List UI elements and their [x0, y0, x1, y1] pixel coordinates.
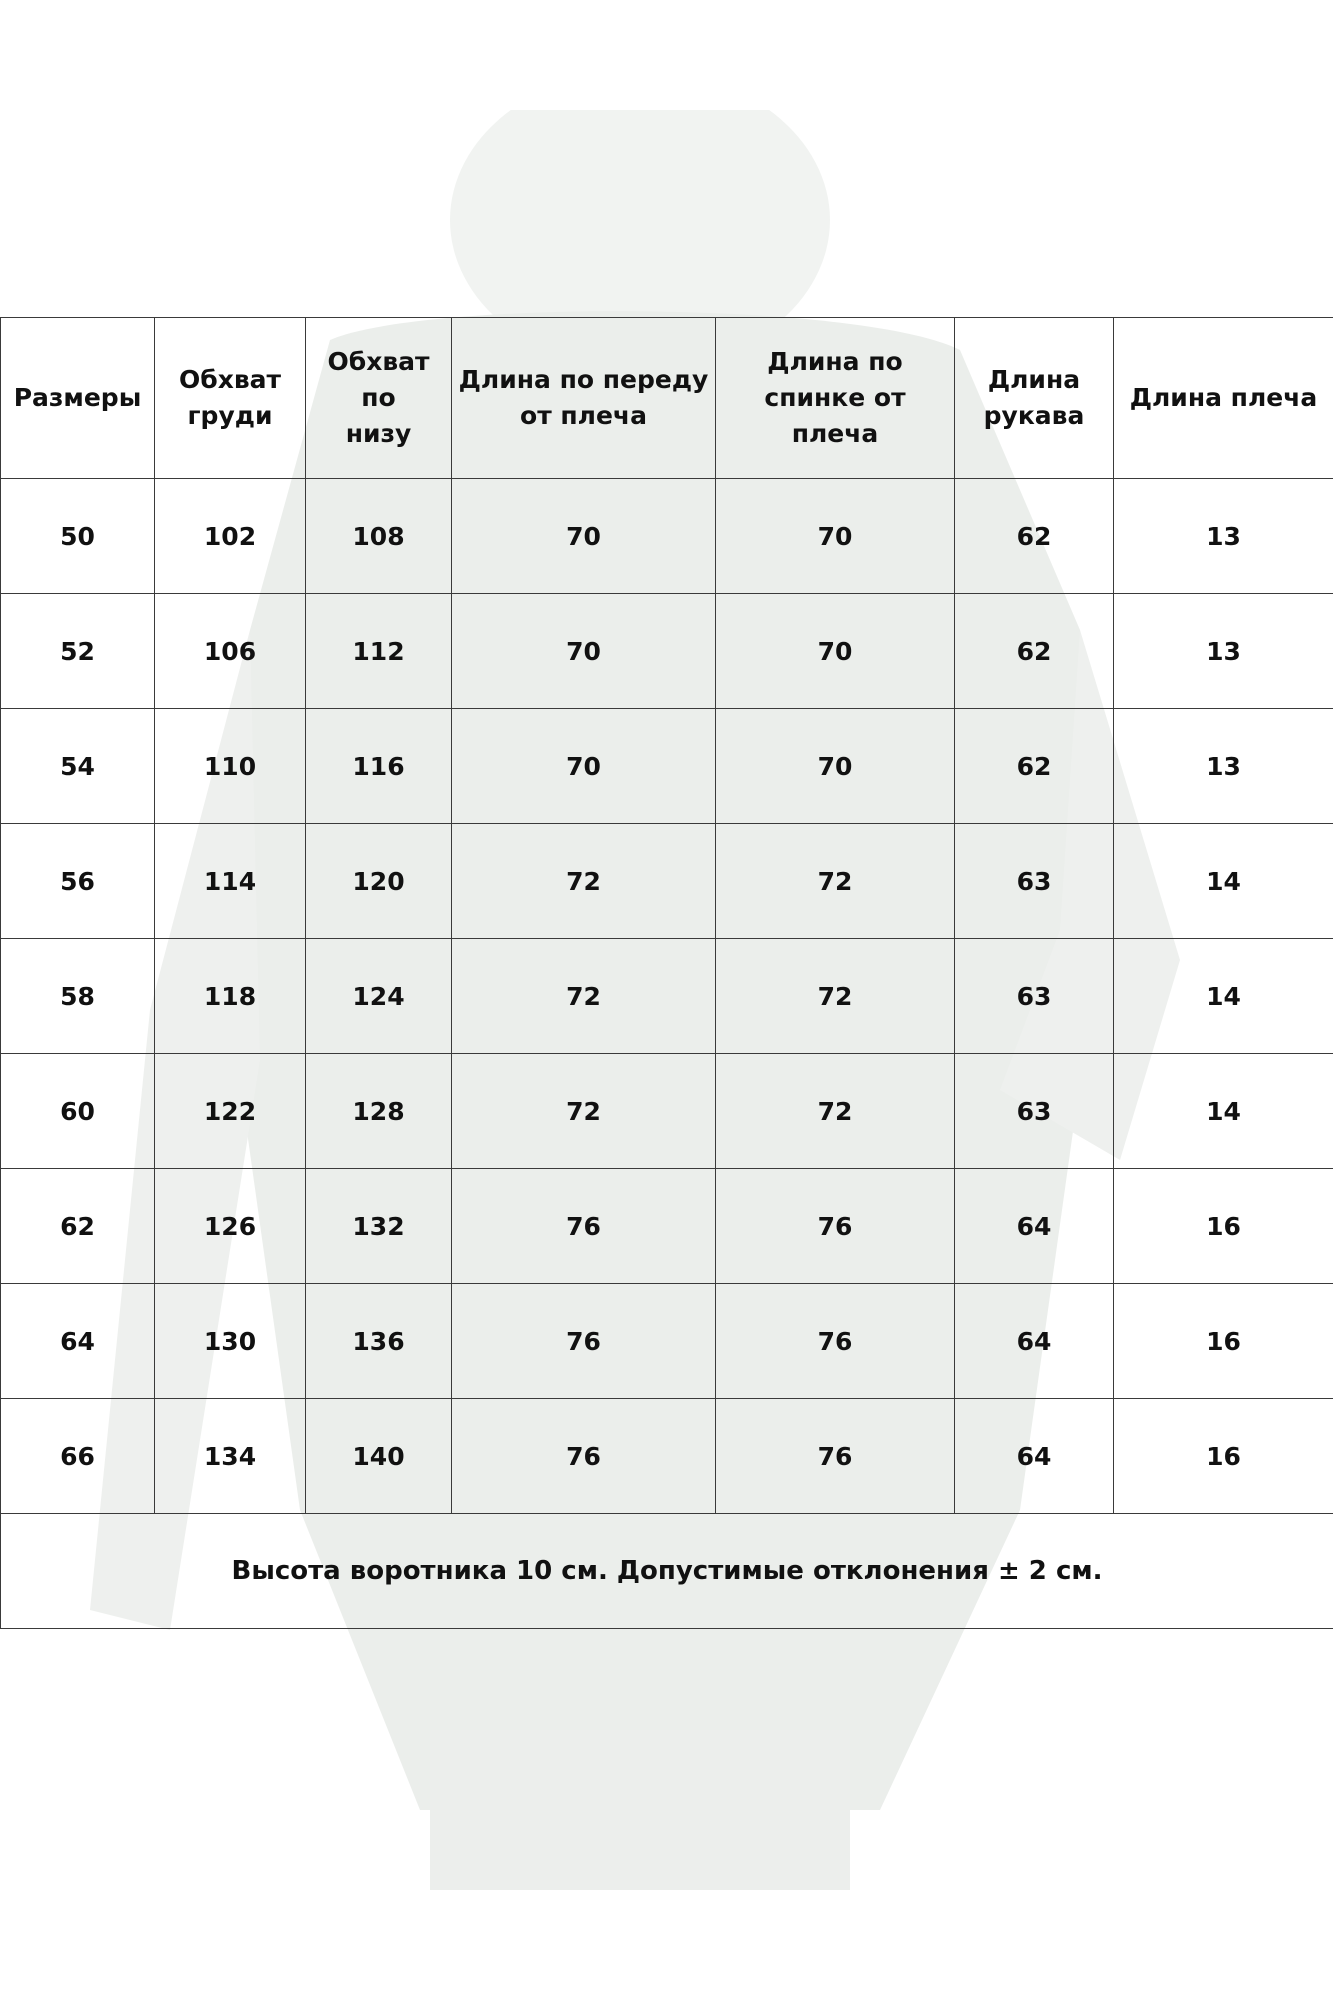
- header-cell-sleeve-length: [955, 318, 1114, 479]
- header-label: Размеры: [13, 383, 142, 412]
- table-cell: 60: [1, 1054, 155, 1169]
- header-label: от плеча: [520, 401, 647, 430]
- table-cell: 130: [155, 1284, 306, 1399]
- header-label: Обхват: [178, 365, 281, 394]
- table-cell: 70: [452, 709, 716, 824]
- table-cell: 63: [955, 939, 1114, 1054]
- table-row: [1, 1284, 1333, 1399]
- table-cell: 50: [1, 479, 155, 594]
- table-cell: 13: [1114, 594, 1333, 709]
- header-label: Длина: [987, 365, 1081, 394]
- table-cell: 58: [1, 939, 155, 1054]
- header-label: груди: [187, 401, 273, 430]
- table-cell: 132: [306, 1169, 452, 1284]
- table-cell: 54: [1, 709, 155, 824]
- note-row: [1, 1514, 1333, 1629]
- table-cell: 63: [955, 824, 1114, 939]
- table-cell: 76: [716, 1399, 955, 1514]
- size-chart-table: [0, 317, 1333, 1629]
- table-cell: 13: [1114, 709, 1333, 824]
- table-cell: 52: [1, 594, 155, 709]
- table-cell: 62: [1, 1169, 155, 1284]
- header-label: спинке от плеча: [764, 383, 906, 448]
- table-cell: 126: [155, 1169, 306, 1284]
- table-cell: 108: [306, 479, 452, 594]
- table-cell: 118: [155, 939, 306, 1054]
- table-cell: 72: [452, 824, 716, 939]
- header-cell-front-length: [452, 318, 716, 479]
- table-cell: 140: [306, 1399, 452, 1514]
- table-cell: 120: [306, 824, 452, 939]
- header-cell-size: [1, 318, 155, 479]
- header-cell-shoulder-length: [1114, 318, 1333, 479]
- table-cell: 110: [155, 709, 306, 824]
- table-cell: 14: [1114, 824, 1333, 939]
- table-cell: 64: [955, 1169, 1114, 1284]
- table-cell: 134: [155, 1399, 306, 1514]
- table-cell: 72: [716, 824, 955, 939]
- table-cell: 102: [155, 479, 306, 594]
- header-cell-chest: [155, 318, 306, 479]
- table-cell: 70: [716, 709, 955, 824]
- table-cell: 14: [1114, 939, 1333, 1054]
- header-cell-back-length: [716, 318, 955, 479]
- table-cell: 72: [452, 939, 716, 1054]
- table-cell: 70: [716, 479, 955, 594]
- table-cell: 136: [306, 1284, 452, 1399]
- table-cell: 64: [1, 1284, 155, 1399]
- header-label: низу: [345, 419, 412, 448]
- header-label: Длина плеча: [1129, 383, 1318, 412]
- header-row: [1, 318, 1333, 479]
- table-cell: 124: [306, 939, 452, 1054]
- table-cell: 76: [452, 1169, 716, 1284]
- tolerance-note: Высота воротника 10 см. Допустимые отклонения ± 2 см.: [1, 1514, 1333, 1629]
- table-cell: 62: [955, 709, 1114, 824]
- table-cell: 16: [1114, 1284, 1333, 1399]
- table-row: [1, 824, 1333, 939]
- header-label: Длина по: [767, 347, 903, 376]
- table-row: [1, 1169, 1333, 1284]
- table-cell: 76: [452, 1284, 716, 1399]
- table-cell: 122: [155, 1054, 306, 1169]
- header-label: рукава: [983, 401, 1085, 430]
- header-label: Обхват по: [327, 347, 430, 412]
- table-cell: 72: [716, 1054, 955, 1169]
- table-cell: 14: [1114, 1054, 1333, 1169]
- table-cell: 116: [306, 709, 452, 824]
- table-cell: 56: [1, 824, 155, 939]
- table-cell: 76: [716, 1284, 955, 1399]
- table-cell: 64: [955, 1399, 1114, 1514]
- table-cell: 63: [955, 1054, 1114, 1169]
- table-cell: 64: [955, 1284, 1114, 1399]
- table-cell: 16: [1114, 1169, 1333, 1284]
- table-cell: 112: [306, 594, 452, 709]
- header-label: Длина по переду: [458, 365, 709, 394]
- table-cell: 16: [1114, 1399, 1333, 1514]
- table-cell: 114: [155, 824, 306, 939]
- table-cell: 70: [716, 594, 955, 709]
- table-row: [1, 1399, 1333, 1514]
- table-cell: 13: [1114, 479, 1333, 594]
- table-cell: 70: [452, 479, 716, 594]
- table-cell: 72: [716, 939, 955, 1054]
- table-row: [1, 1054, 1333, 1169]
- table-cell: 76: [716, 1169, 955, 1284]
- table-row: [1, 709, 1333, 824]
- table-cell: 66: [1, 1399, 155, 1514]
- table-row: [1, 479, 1333, 594]
- table-cell: 70: [452, 594, 716, 709]
- table-cell: 62: [955, 479, 1114, 594]
- header-cell-hem: [306, 318, 452, 479]
- table-row: [1, 939, 1333, 1054]
- table-cell: 106: [155, 594, 306, 709]
- table-cell: 72: [452, 1054, 716, 1169]
- table-cell: 128: [306, 1054, 452, 1169]
- table-cell: 62: [955, 594, 1114, 709]
- table-row: [1, 594, 1333, 709]
- table-cell: 76: [452, 1399, 716, 1514]
